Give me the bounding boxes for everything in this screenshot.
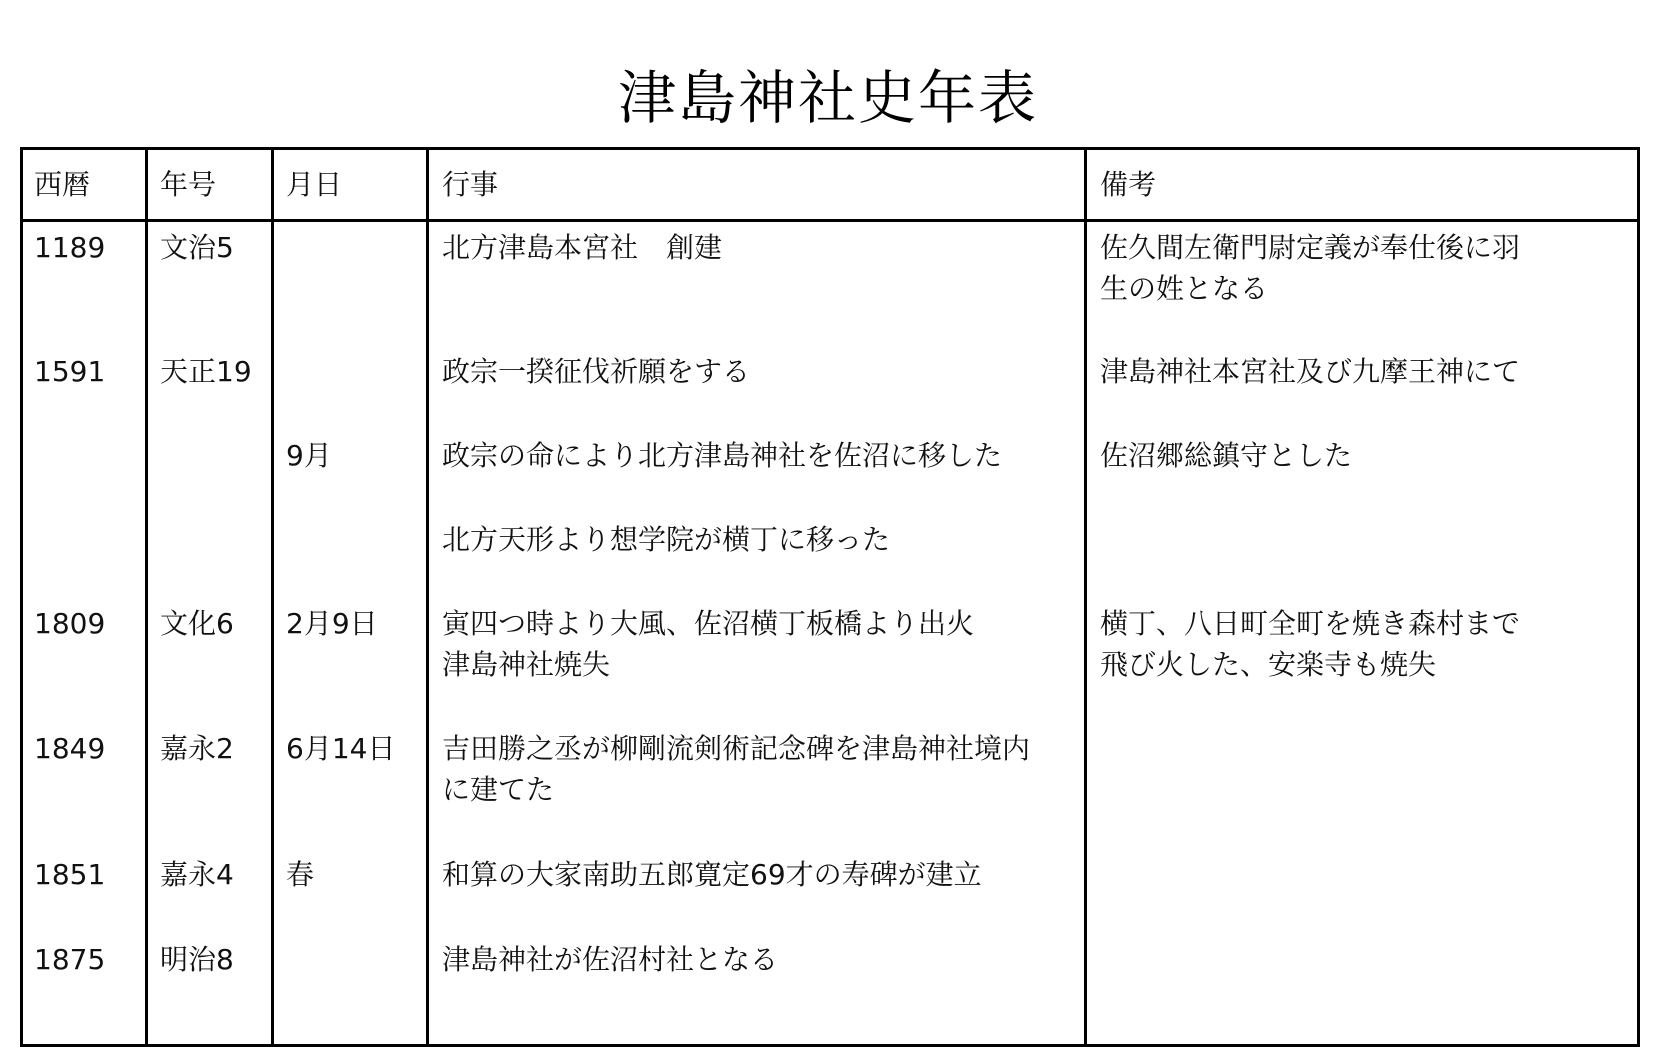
cell-gyoji: 政宗の命により北方津島神社を佐沼に移した bbox=[442, 439, 1003, 472]
cell-gappi: 春 bbox=[286, 858, 315, 891]
header-divider bbox=[20, 219, 1640, 222]
header-biko: 備考 bbox=[1100, 168, 1157, 201]
cell-nengo: 嘉永4 bbox=[160, 858, 234, 891]
cell-gyoji: 寅四つ時より大風、佐沼横丁板橋より出火 bbox=[442, 607, 975, 640]
cell-gappi: 6月14日 bbox=[286, 732, 396, 765]
cell-gappi: 2月9日 bbox=[286, 607, 378, 640]
cell-gyoji: 北方津島本宮社 創建 bbox=[442, 231, 723, 264]
cell-seireki: 1875 bbox=[34, 943, 106, 976]
cell-biko: 津島神社本宮社及び九摩王神にて bbox=[1100, 355, 1521, 388]
column-divider bbox=[145, 147, 148, 1047]
cell-gyoji: 北方天形より想学院が横丁に移った bbox=[442, 523, 891, 556]
cell-gyoji: 津島神社が佐沼村社となる bbox=[442, 943, 779, 976]
cell-gyoji: 吉田勝之丞が柳剛流剣術記念碑を津島神社境内 bbox=[442, 732, 1031, 765]
table-border bbox=[20, 147, 1640, 1047]
cell-nengo: 文化6 bbox=[160, 607, 234, 640]
cell-gappi: 9月 bbox=[286, 439, 332, 472]
cell-nengo: 文治5 bbox=[160, 231, 234, 264]
cell-seireki: 1591 bbox=[34, 355, 106, 388]
column-divider bbox=[426, 147, 429, 1047]
cell-nengo: 明治8 bbox=[160, 943, 234, 976]
cell-seireki: 1849 bbox=[34, 732, 106, 765]
column-divider bbox=[1084, 147, 1087, 1047]
cell-gyoji: に建てた bbox=[442, 773, 555, 806]
cell-seireki: 1189 bbox=[34, 231, 106, 264]
header-nengo: 年号 bbox=[160, 168, 217, 201]
cell-gyoji: 政宗一揆征伐祈願をする bbox=[442, 355, 751, 388]
cell-biko: 生の姓となる bbox=[1100, 272, 1269, 305]
cell-nengo: 嘉永2 bbox=[160, 732, 234, 765]
header-seireki: 西暦 bbox=[34, 168, 91, 201]
cell-seireki: 1809 bbox=[34, 607, 106, 640]
column-divider bbox=[271, 147, 274, 1047]
cell-nengo: 天正19 bbox=[160, 355, 252, 388]
cell-biko: 佐沼郷総鎮守とした bbox=[1100, 439, 1353, 472]
header-gyoji: 行事 bbox=[442, 168, 499, 201]
cell-seireki: 1851 bbox=[34, 858, 106, 891]
cell-biko: 飛び火した、安楽寺も焼失 bbox=[1100, 648, 1437, 681]
cell-gyoji: 津島神社焼失 bbox=[442, 648, 611, 681]
page-title: 津島神社史年表 bbox=[617, 64, 1038, 132]
cell-gyoji: 和算の大家南助五郎寛定69才の寿碑が建立 bbox=[442, 858, 982, 891]
cell-biko: 佐久間左衛門尉定義が奉仕後に羽 bbox=[1100, 231, 1521, 264]
header-gappi: 月日 bbox=[286, 168, 343, 201]
cell-biko: 横丁、八日町全町を焼き森村まで bbox=[1100, 607, 1521, 640]
